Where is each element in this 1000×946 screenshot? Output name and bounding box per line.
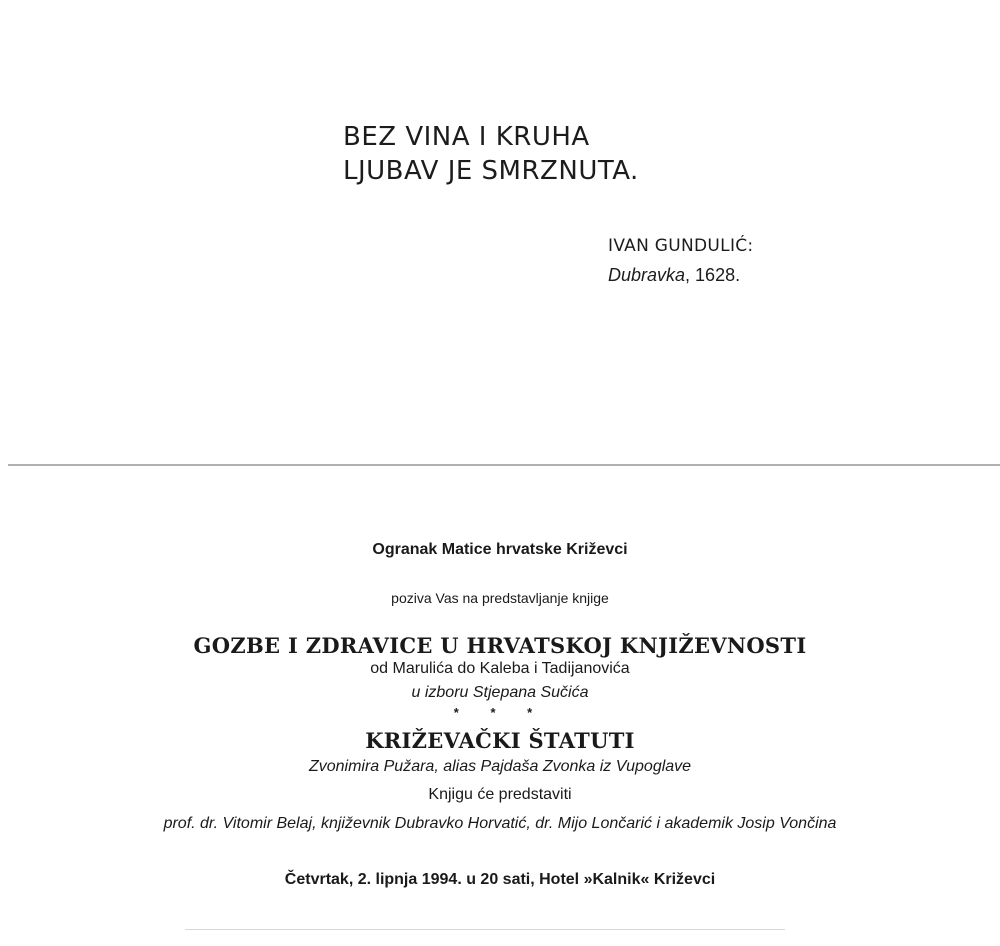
separator-asterisks: * * * [453, 705, 547, 720]
motto-line-2: LJUBAV JE SMRZNUTA. [343, 156, 639, 186]
book2-author: Zvonimira Pužara, alias Pajdaša Zvonka iz Vupoglave [308, 758, 692, 775]
quote-work [608, 261, 753, 290]
book1-title: GOZBE I ZDRAVICE U HRVATSKOJ KNJIŽEVNOSTI [193, 633, 807, 658]
motto-quote [343, 120, 639, 188]
quote-work-year: , 1628. [685, 265, 741, 285]
presenters-list: prof. dr. Vitomir Belaj, književnik Dubravko Horvatić, dr. Mijo Lončarić i akademik Josip Vončina [163, 815, 837, 832]
book1-selection: u izboru Stjepana Sučića [411, 684, 589, 701]
presented-by-label: Knjigu će predstaviti [428, 786, 572, 803]
book1-subtitle: od Marulića do Kaleba i Tadijanovića [370, 660, 630, 677]
event-date-venue: Četvrtak, 2. lipnja 1994. u 20 sati, Hotel »Kalnik« Križevci [284, 871, 716, 888]
bottom-edge-line [185, 929, 785, 930]
quote-work-title: Dubravka [608, 265, 686, 285]
fold-divider [8, 464, 1000, 466]
quote-author: IVAN GUNDULIĆ: [608, 236, 754, 256]
quote-attribution [608, 232, 753, 290]
invite-line: poziva Vas na predstavljanje knjige [391, 590, 609, 606]
organizer-line: Ogranak Matice hrvatske Križevci [372, 541, 628, 558]
motto-line-1: BEZ VINA I KRUHA [343, 122, 590, 152]
book2-title: KRIŽEVAČKI ŠTATUTI [365, 728, 635, 753]
